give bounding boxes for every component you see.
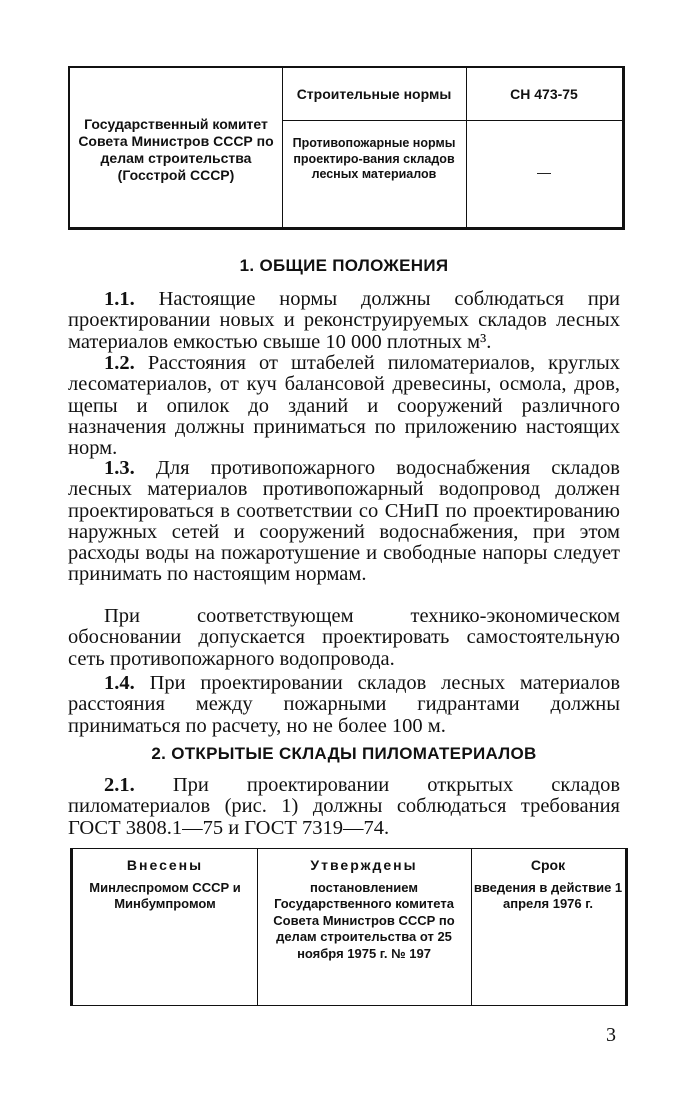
standard-type: Строительные нормы <box>296 86 452 102</box>
paragraph-number: 1.1. <box>104 288 135 310</box>
page-number: 3 <box>606 1024 616 1046</box>
paragraph-text: Расстояния от штабелей пиломатериалов, круглых лесоматериалов, от куч балансовой древесины, осмола, дров, щепы и опилок до зданий и сооружений различного назначения должны приниматься по приложению настоящих норм. <box>68 352 620 460</box>
paragraph-1-3-cont <box>68 606 620 670</box>
submitted-by: Минлеспромом СССР и Минбумпромом <box>89 879 241 911</box>
paragraph-text: Для противопожарного водоснабжения складов лесных материалов противопожарный водопровод должен проектироваться в соответствии со СНиП по проектированию наружных сетей и сооружений водоснабжения, при этом расходы воды на пожаротушение и свободные напоры следует принимать по настоящим нормам. <box>68 457 620 586</box>
paragraph-1-3 <box>68 458 620 586</box>
document-code: СН 473-75 <box>510 86 578 102</box>
organization-name: Государственный комитет Совета Министров СССР по делам строительства (Госстрой СССР) <box>78 116 274 183</box>
submitted-header: Внесены <box>126 857 204 873</box>
submitted-column <box>73 857 257 913</box>
paragraph-number: 1.3. <box>104 457 135 479</box>
approval-table <box>70 848 628 1006</box>
document-title: Противопожарные нормы проектиро-вания складов лесных материалов <box>292 136 456 181</box>
section-2-heading: 2. ОТКРЫТЫЕ СКЛАДЫ ПИЛОМАТЕРИАЛОВ <box>151 744 537 763</box>
approved-by: постановлением Государственного комитета Совета Министров СССР по делам строительства от 25 ноября 1975 г. № 197 <box>273 879 455 961</box>
effective-header: Срок <box>530 857 566 873</box>
paragraph-text: Настоящие нормы должны соблюдаться при проектировании новых и реконструируемых складов лесных материалов емкостью свыше 10 000 плотных м³. <box>68 288 621 353</box>
header-table <box>68 66 625 230</box>
section-1-heading: 1. ОБЩИЕ ПОЛОЖЕНИЯ <box>239 256 449 275</box>
paragraph-number: 2.1. <box>104 774 135 796</box>
paragraph-2-1 <box>68 775 620 839</box>
paragraph-1-2 <box>68 353 620 459</box>
paragraph-1-4 <box>68 673 620 737</box>
replaces-cell: — <box>537 164 551 180</box>
effective-date: введения в действие 1 апреля 1976 г. <box>473 879 623 911</box>
paragraph-text: При проектировании складов лесных материалов расстояния между пожарными гидрантами должны приниматься по расчету, но не более 100 м. <box>68 672 620 737</box>
paragraph-text: При проектировании открытых складов пиломатериалов (рис. 1) должны соблюдаться требования ГОСТ 3808.1—75 и ГОСТ 7319—74. <box>68 774 620 839</box>
approved-header: Утверждены <box>310 857 418 873</box>
effective-column <box>471 857 625 913</box>
paragraph-1-1 <box>68 289 620 353</box>
paragraph-number: 1.4. <box>104 672 135 694</box>
paragraph-text: При соответствующем технико-экономическом обосновании допускается проектировать самостоятельную сеть противопожарного водопровода. <box>68 605 620 670</box>
approved-column <box>257 857 471 962</box>
paragraph-number: 1.2. <box>104 352 135 374</box>
